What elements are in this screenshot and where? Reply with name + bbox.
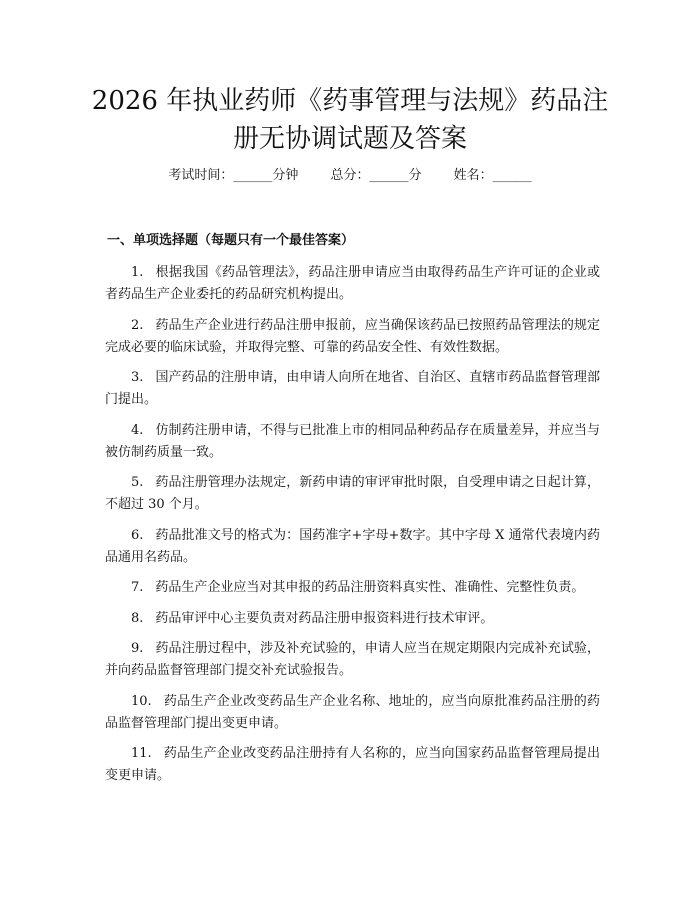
- question-text: 药品批准文号的格式为：国药准字+字母+数字。其中字母 X 通常代表境内药品通用名药品。: [105, 527, 600, 565]
- question-number: 2.: [131, 317, 144, 333]
- section-heading: 一、单项选择题（每题只有一个最佳答案）: [107, 233, 355, 248]
- document-title: [80, 82, 620, 158]
- question-text: 药品注册过程中，涉及补充试验的，申请人应当在规定期限内完成补充试验，并向药品监督管理部门提交补充试验报告。: [105, 641, 600, 678]
- question-text: 国产药品的注册申请，由申请人向所在地省、自治区、直辖市药品监督管理部门提出。: [105, 370, 600, 407]
- exam-info: [80, 166, 620, 186]
- question-number: 7.: [131, 580, 144, 595]
- question-text: 药品生产企业进行药品注册申报前，应当确保该药品已按照药品管理法的规定完成必要的临床试验，并取得完整、可靠的药品安全性、有效性数据。: [105, 317, 600, 355]
- question-number: 3.: [131, 370, 144, 385]
- question-text: 药品生产企业改变药品注册持有人名称的，应当向国家药品监督管理局提出变更申请。: [105, 746, 600, 783]
- question-number: 6.: [131, 527, 144, 543]
- question-item: [105, 315, 600, 359]
- question-number: 4.: [131, 422, 144, 438]
- question-number: 9.: [131, 641, 144, 656]
- question-text: 药品审评中心主要负责对药品注册申报资料进行技术审评。: [155, 610, 494, 626]
- exam-time-field: 考试时间：______分钟: [168, 168, 299, 183]
- title-line-1: 2026 年执业药师《药事管理与法规》药品注: [91, 86, 609, 116]
- question-text: 药品生产企业改变药品生产企业名称、地址的，应当向原批准药品注册的药品监督管理部门提出变更申请。: [105, 693, 600, 731]
- question-number: 10.: [131, 693, 152, 709]
- name-field: 姓名：______: [453, 168, 532, 183]
- question-text: 仿制药注册申请，不得与已批准上市的相同品种药品存在质量差异，并应当与被仿制药质量一致。: [105, 422, 600, 460]
- question-item: [105, 420, 600, 464]
- question-text: 根据我国《药品管理法》，药品注册申请应当由取得药品生产许可证的企业或者药品生产企业委托的药品研究机构提出。: [105, 265, 600, 302]
- total-score-field: 总分：______分: [330, 168, 422, 183]
- question-item: [105, 262, 600, 306]
- question-text: 药品注册管理办法规定，新药申请的审评审批时限，自受理申请之日起计算，不超过 30 个月。: [105, 475, 600, 512]
- question-number: 8.: [131, 610, 144, 626]
- question-item: [105, 525, 600, 569]
- question-item: [105, 367, 600, 411]
- question-number: 11.: [131, 746, 152, 761]
- question-text: 药品生产企业应当对其申报的药品注册资料真实性、准确性、完整性负责。: [155, 580, 585, 595]
- question-number: 5.: [131, 475, 144, 490]
- question-item: [105, 577, 600, 599]
- question-item: [105, 608, 600, 630]
- question-item: [105, 743, 600, 787]
- question-item: [105, 638, 600, 682]
- title-line-2: 册无协调试题及答案: [232, 124, 467, 154]
- question-list: [105, 262, 600, 796]
- question-item: [105, 691, 600, 735]
- question-item: [105, 472, 600, 516]
- question-number: 1.: [131, 265, 144, 280]
